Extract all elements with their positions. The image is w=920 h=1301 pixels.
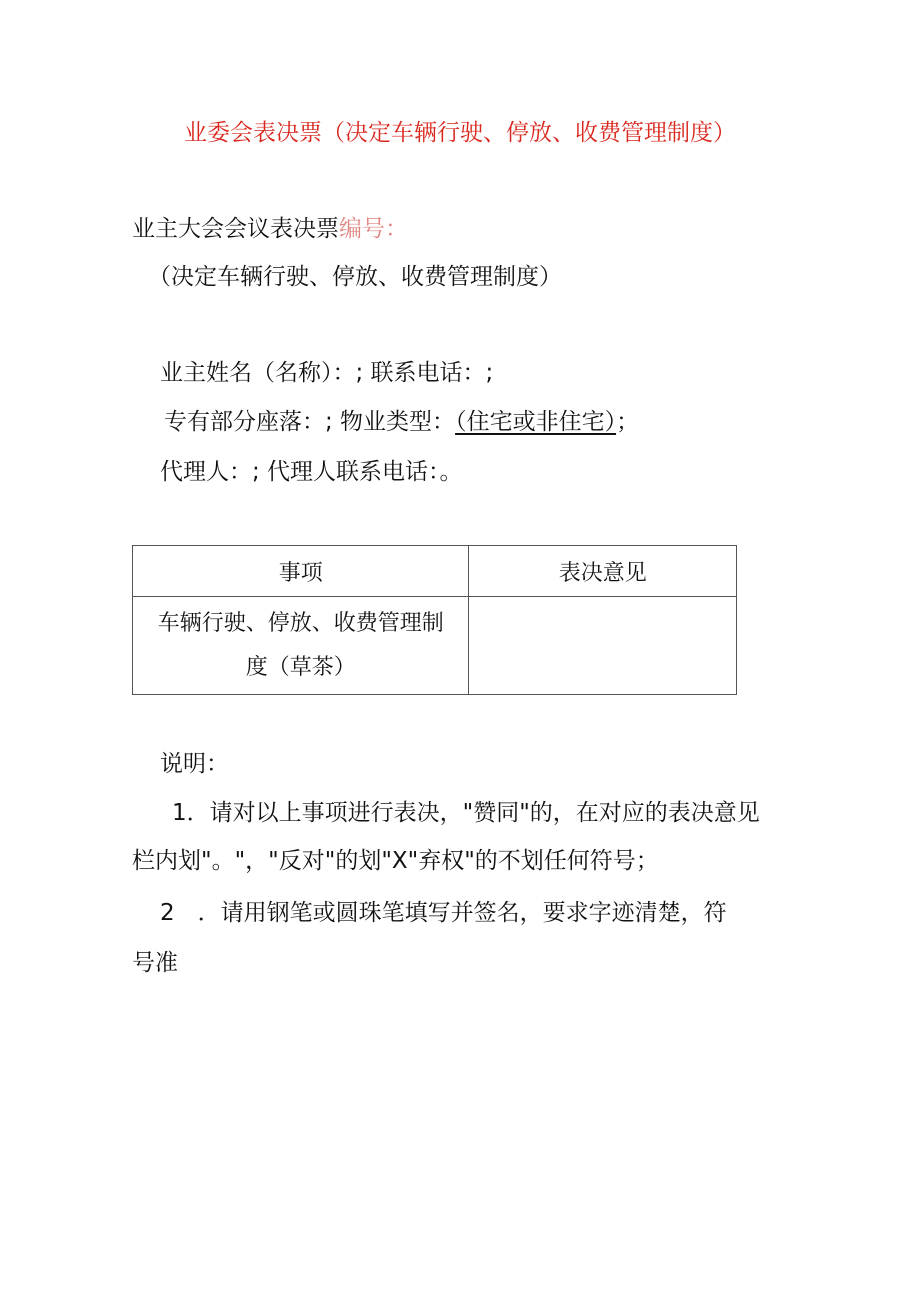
row-item-cell	[133, 597, 469, 695]
ballot-heading: 业主大会会议表决票	[132, 216, 339, 242]
row-item-line2: 度（草茶）	[245, 654, 356, 680]
table-row	[133, 597, 737, 695]
document-title: 业委会表决票（决定车辆行驶、停放、收费管理制度）	[184, 120, 736, 146]
note-1-line2: 栏内划"。"，"反对"的划"X"弃权"的不划任何符号；	[132, 848, 659, 874]
header-item: 事项	[133, 546, 469, 597]
ballot-number-label: 编号：	[339, 216, 408, 242]
ballot-heading-line	[132, 214, 408, 244]
notes-heading: 说明：	[160, 751, 229, 777]
agent-line: 代理人：; 代理人联系电话：。	[160, 459, 463, 485]
note-2-line2: 号准	[132, 950, 178, 976]
owner-location-label: 专有部分座落：; 物业类型：	[164, 409, 456, 435]
vote-table	[132, 545, 737, 695]
owner-location-type-line	[164, 407, 639, 437]
owner-line2-suffix: ；	[616, 409, 640, 435]
note-1-line1: 1．请对以上事项进行表决，"赞同"的，在对应的表决意见	[172, 800, 760, 826]
note-2-line1: 2 ．请用钢笔或圆珠笔填写并签名，要求字迹清楚，符	[160, 900, 727, 926]
row-item-line1: 车辆行驶、停放、收费管理制	[157, 610, 444, 636]
ballot-subheading: （决定车辆行驶、停放、收费管理制度）	[148, 264, 562, 290]
header-opinion: 表决意见	[469, 546, 737, 597]
table-header-row	[133, 546, 737, 597]
row-opinion-cell[interactable]	[469, 597, 737, 695]
owner-name-phone: 业主姓名（名称）：; 联系电话：;	[160, 360, 494, 386]
property-type-value: （住宅或非住宅）	[455, 409, 617, 435]
